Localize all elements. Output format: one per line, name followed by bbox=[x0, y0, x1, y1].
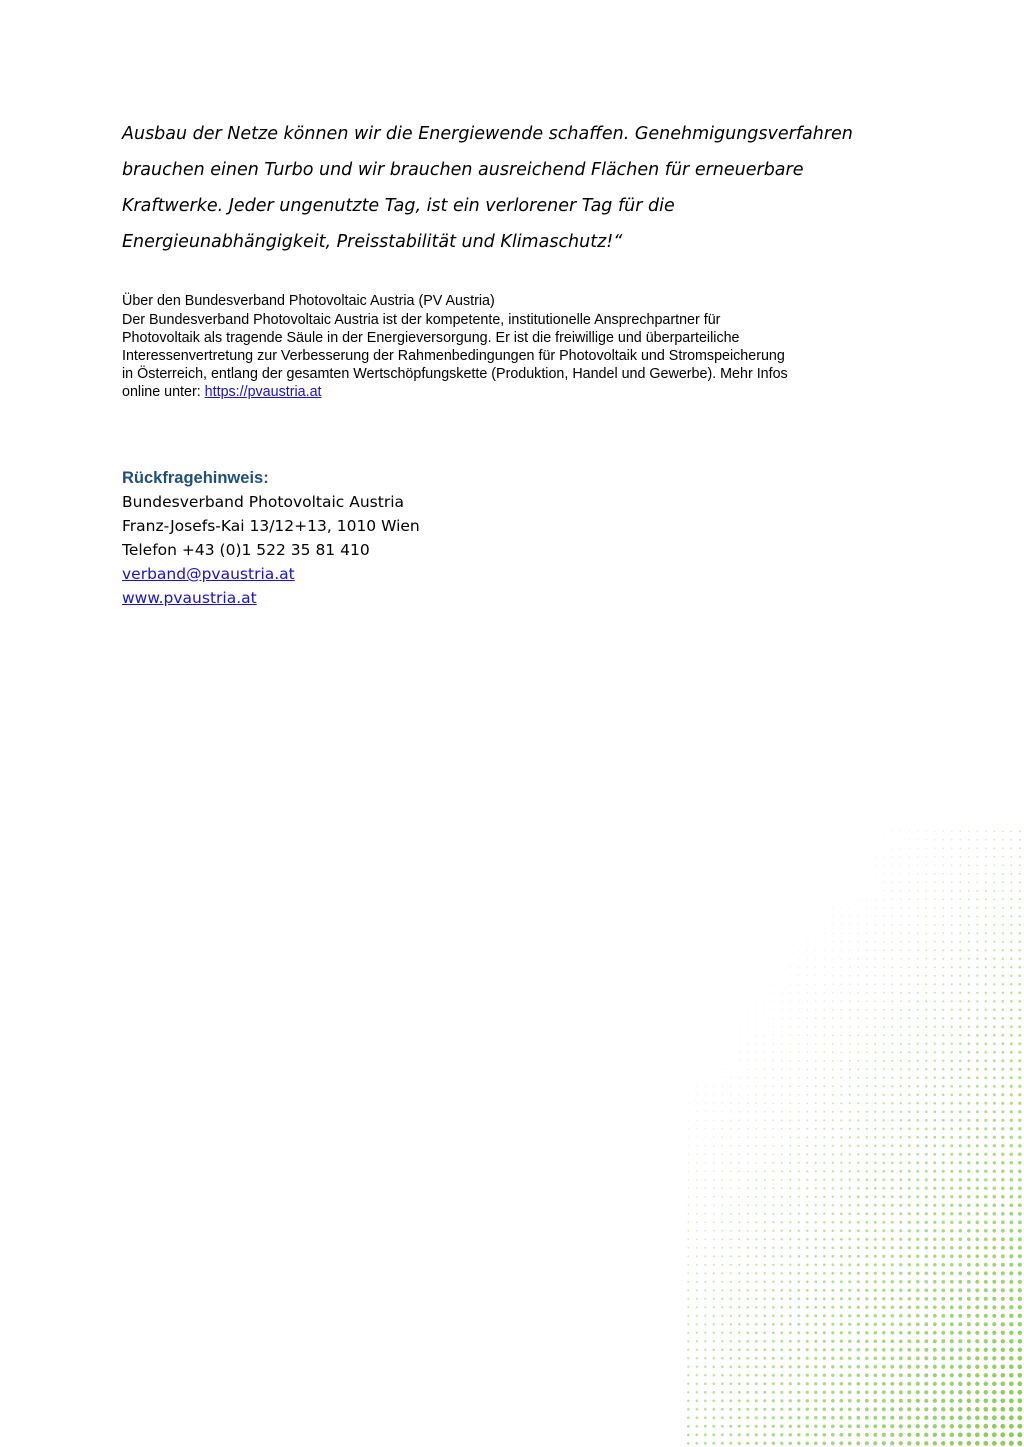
contact-heading: Rückfragehinweis: bbox=[122, 469, 269, 487]
contact-organization: Bundesverband Photovoltaic Austria bbox=[122, 493, 405, 511]
about-line bbox=[122, 383, 912, 401]
contact-phone: Telefon +43 (0)1 522 35 81 410 bbox=[122, 541, 370, 559]
quote-line: Ausbau der Netze können wir die Energiewende schaffen. Genehmigungsverfahren bbox=[122, 124, 853, 144]
about-title: Über den Bundesverband Photovoltaic Austria (PV Austria) bbox=[122, 293, 495, 309]
contact-block bbox=[122, 466, 722, 610]
quote-line: brauchen einen Turbo und wir brauchen ausreichend Flächen für erneuerbare bbox=[122, 160, 804, 180]
about-line: Interessenvertretung zur Verbesserung der Rahmenbedingungen für Photovoltaik und Stromspeicherung bbox=[122, 348, 785, 364]
about-line: Der Bundesverband Photovoltaic Austria ist der kompetente, institutionelle Ansprechpartner für bbox=[122, 312, 721, 328]
press-quote bbox=[122, 116, 922, 260]
about-line: Photovoltaik als tragende Säule in der Energieversorgung. Er ist die freiwillige und überparteiliche bbox=[122, 330, 740, 346]
quote-line: Kraftwerke. Jeder ungenutzte Tag, ist ein verlorener Tag für die bbox=[122, 196, 675, 216]
contact-website-link[interactable]: www.pvaustria.at bbox=[122, 589, 257, 607]
contact-address: Franz-Josefs-Kai 13/12+13, 1010 Wien bbox=[122, 517, 420, 535]
green-dot-pattern bbox=[684, 827, 1024, 1447]
about-body bbox=[122, 311, 912, 401]
about-last-line-prefix: online unter: bbox=[122, 384, 205, 400]
contact-email-link[interactable]: verband@pvaustria.at bbox=[122, 565, 295, 583]
about-section bbox=[122, 292, 912, 401]
quote-line: Energieunabhängigkeit, Preisstabilität und Klimaschutz!“ bbox=[122, 232, 623, 252]
pvaustria-link[interactable]: https://pvaustria.at bbox=[204, 384, 322, 400]
about-line: in Österreich, entlang der gesamten Wertschöpfungskette (Produktion, Handel und Gewerbe). Mehr Infos bbox=[122, 366, 788, 382]
